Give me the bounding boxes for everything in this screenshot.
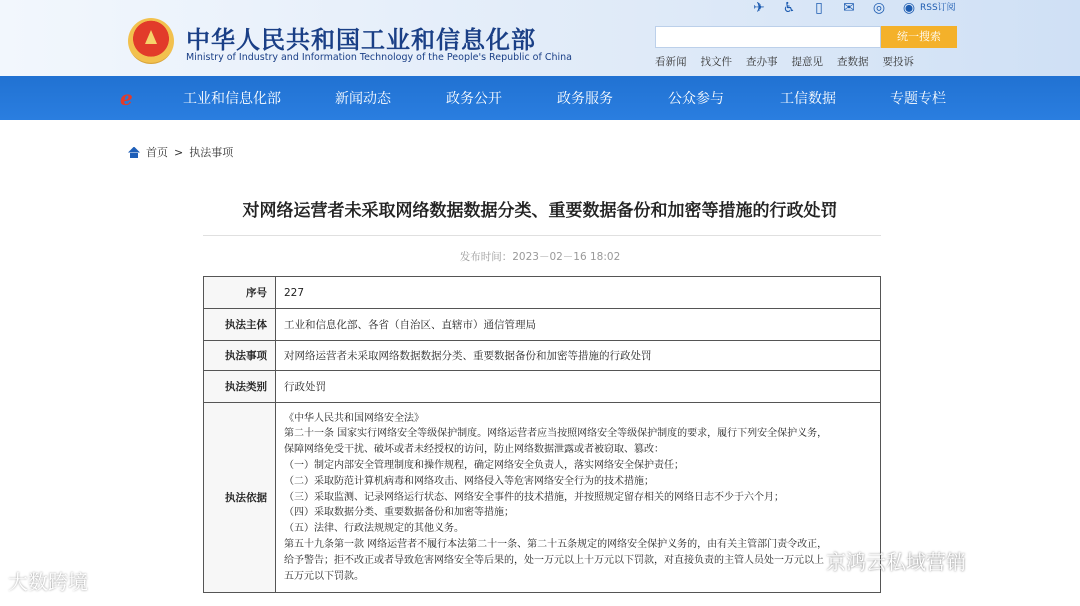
table-row xyxy=(204,371,881,403)
basis-line: 保障网络免受干扰、破坏或者未经授权的访问，防止网络数据泄露或者被窃取、篡改： xyxy=(284,444,664,456)
breadcrumb-current[interactable]: 执法事项 xyxy=(189,146,234,159)
table-row xyxy=(204,309,881,341)
main-nav xyxy=(0,76,1080,120)
basis-content xyxy=(276,403,881,593)
row-label: 执法类别 xyxy=(204,371,276,403)
quick-link-feedback[interactable]: 提意见 xyxy=(791,56,823,68)
search-input[interactable] xyxy=(655,26,881,48)
nav-item-participation[interactable]: 公众参与 xyxy=(668,91,724,107)
home-icon[interactable] xyxy=(128,147,140,158)
weibo-icon[interactable]: ◉ xyxy=(902,0,916,16)
rss-link[interactable]: RSS订阅 xyxy=(920,3,956,13)
nav-item-data[interactable]: 工信数据 xyxy=(780,91,836,107)
basis-line: （三）采取监测、记录网络运行状态、网络安全事件的技术措施，并按照规定留存相关的网络日志不少于六个月； xyxy=(284,491,784,503)
breadcrumb-home[interactable]: 首页 xyxy=(146,146,168,159)
mobile-icon[interactable]: ▯ xyxy=(815,0,823,16)
article-title: 对网络运营者未采取网络数据数据分类、重要数据备份和加密等措施的行政处罚 xyxy=(242,201,838,221)
search-button[interactable]: 统一搜索 xyxy=(881,26,957,48)
row-value: 227 xyxy=(276,277,881,309)
row-label: 执法主体 xyxy=(204,309,276,341)
enforcement-table xyxy=(203,276,881,593)
row-label: 执法依据 xyxy=(204,403,276,593)
row-label: 执法事项 xyxy=(204,341,276,371)
nav-item-services[interactable]: 政务服务 xyxy=(557,91,613,107)
table-row xyxy=(204,403,881,593)
quick-link-files[interactable]: 找文件 xyxy=(700,56,732,68)
accessibility-icon[interactable]: ♿ xyxy=(782,0,796,16)
nav-item-ministry[interactable]: 工业和信息化部 xyxy=(183,91,281,107)
basis-line: 第五十九条第一款 网络运营者不履行本法第二十一条、第二十五条规定的网络安全保护义务的，由有关主管部门责令改正， xyxy=(284,538,828,550)
basis-line: 五万元以下罚款。 xyxy=(284,570,364,582)
breadcrumb-separator: > xyxy=(174,145,184,159)
row-value: 对网络运营者未采取网络数据数据分类、重要数据备份和加密等措施的行政处罚 xyxy=(276,341,881,371)
title-divider xyxy=(203,235,881,236)
site-title[interactable]: 中华人民共和国工业和信息化部 xyxy=(186,26,536,54)
quick-link-complaint[interactable]: 要投诉 xyxy=(882,56,914,68)
mail-icon[interactable]: ✉ xyxy=(843,0,855,16)
quick-link-services[interactable]: 查办事 xyxy=(746,56,778,68)
nav-item-topics[interactable]: 专题专栏 xyxy=(890,91,946,107)
site-header xyxy=(0,0,1080,120)
globe-icon[interactable]: ◎ xyxy=(872,0,886,16)
watermark-left: 大数跨境 xyxy=(8,570,88,594)
basis-line: （五）法律、行政法规规定的其他义务。 xyxy=(284,523,464,535)
quick-link-news[interactable]: 看新闻 xyxy=(655,56,687,68)
row-value: 工业和信息化部、各省（自治区、直辖市）通信管理局 xyxy=(276,309,881,341)
watermark-right: 京鸿云私域营销 xyxy=(826,550,966,574)
row-value: 行政处罚 xyxy=(276,371,881,403)
basis-line: （一）制定内部安全管理制度和操作规程，确定网络安全负责人，落实网络安全保护责任； xyxy=(284,460,684,471)
top-icon-bar xyxy=(750,0,918,16)
site-subtitle: Ministry of Industry and Information Technology of the People's Republic of China xyxy=(186,52,572,63)
nav-item-news[interactable]: 新闻动态 xyxy=(335,91,391,107)
basis-line: （二）采取防范计算机病毒和网络攻击、网络侵入等危害网络安全行为的技术措施； xyxy=(284,475,654,487)
national-emblem-icon[interactable] xyxy=(128,18,174,64)
nav-logo-icon[interactable]: ℯ xyxy=(120,86,133,110)
publish-time: 发布时间：2023－02－16 18:02 xyxy=(459,251,621,263)
row-label: 序号 xyxy=(204,277,276,309)
plane-icon[interactable]: ✈ xyxy=(753,0,765,16)
quick-links xyxy=(655,54,914,69)
basis-line: 《中华人民共和国网络安全法》 xyxy=(284,412,424,424)
basis-line: 给予警告；拒不改正或者导致危害网络安全等后果的，处一万元以上十万元以下罚款，对直接负责的主管人员处一万元以上 xyxy=(284,554,824,566)
nav-item-public-affairs[interactable]: 政务公开 xyxy=(446,91,502,107)
basis-line: 第二十一条 国家实行网络安全等级保护制度。网络运营者应当按照网络安全等级保护制度的要求，履行下列安全保护义务， xyxy=(284,428,828,440)
basis-line: （四）采取数据分类、重要数据备份和加密等措施； xyxy=(284,507,514,519)
table-row xyxy=(204,341,881,371)
quick-link-data[interactable]: 查数据 xyxy=(837,56,869,68)
breadcrumb xyxy=(128,144,233,160)
table-row xyxy=(204,277,881,309)
